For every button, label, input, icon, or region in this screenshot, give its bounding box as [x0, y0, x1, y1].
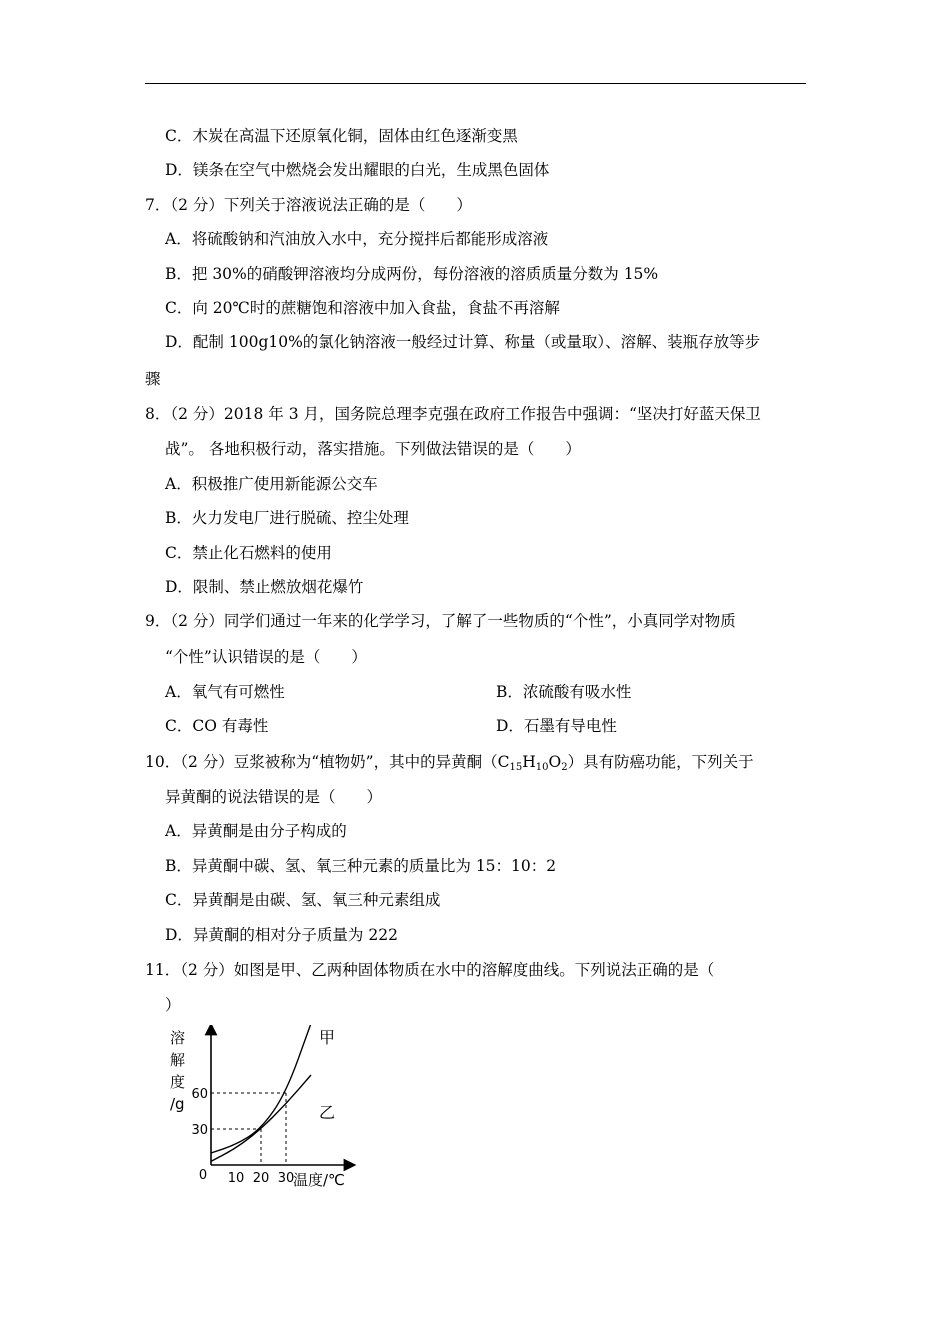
y-axis-label-part: 解 [170, 1051, 186, 1069]
y-tick-label: 30 [191, 1123, 208, 1138]
q7-option-b: B．把 30%的硝酸钾溶液均分成两份，每份溶液的溶质质量分数为 15% [165, 265, 659, 283]
y-axis-label-part: /g [170, 1095, 185, 1113]
q11-stem: 11．（2 分）如图是甲、乙两种固体物质在水中的溶解度曲线。下列说法正确的是（ [145, 961, 715, 979]
header-rule [145, 83, 806, 84]
x-tick-label: 30 [277, 1171, 295, 1186]
x-axis-label: 温度/℃ [293, 1171, 345, 1189]
solubility-chart [160, 1025, 375, 1195]
q8-option-b: B．火力发电厂进行脱硫、控尘处理 [165, 509, 409, 527]
q9-option-c: C．CO 有毒性 [165, 717, 269, 735]
q10-option-d: D．异黄酮的相对分子质量为 222 [165, 926, 398, 944]
q7-option-d: D．配制 100g10%的氯化钠溶液一般经过计算、称量（或量取）、溶解、装瓶存放等步 [165, 333, 761, 351]
q10-stem-cont: 异黄酮的说法错误的是（ ） [165, 788, 383, 806]
y-axis-label-part: 溶 [170, 1029, 186, 1047]
q8-option-d: D．限制、禁止燃放烟花爆竹 [165, 578, 364, 596]
q9-stem: 9．（2 分）同学们通过一年来的化学学习，了解了一些物质的“个性”，小真同学对物质 [145, 612, 736, 630]
x-tick-label: 20 [252, 1171, 270, 1186]
q8-option-a: A．积极推广使用新能源公交车 [165, 475, 378, 493]
y-axis-label-part: 度 [170, 1073, 186, 1091]
q6-option-d: D．镁条在空气中燃烧会发出耀眼的白光，生成黑色固体 [165, 161, 550, 179]
series-label-1: 乙 [319, 1103, 336, 1122]
series-label-0: 甲 [319, 1028, 336, 1047]
q9-option-b: B．浓硫酸有吸水性 [496, 683, 632, 701]
q7-option-d-wrap: 骤 [145, 370, 161, 388]
series-line-0 [211, 1025, 311, 1153]
q11-stem-cont: ） [165, 996, 181, 1014]
guide-lines [211, 1093, 286, 1165]
q7-stem: 7．（2 分）下列关于溶液说法正确的是（ ） [145, 196, 472, 214]
y-tick-label: 60 [191, 1087, 208, 1102]
q8-stem: 8．（2 分）2018 年 3 月，国务院总理李克强在政府工作报告中强调：“坚决打好蓝天保卫 [145, 405, 761, 423]
q10-option-a: A．异黄酮是由分子构成的 [165, 822, 347, 840]
q8-stem-cont: 战”。 各地积极行动，落实措施。下列做法错误的是（ ） [165, 440, 581, 458]
origin-label: 0 [198, 1168, 208, 1183]
q10-option-b: B．异黄酮中碳、氢、氧三种元素的质量比为 15：10：2 [165, 857, 557, 875]
q7-option-c: C．向 20℃时的蔗糖饱和溶液中加入食盐，食盐不再溶解 [165, 299, 560, 317]
q6-option-c: C．木炭在高温下还原氧化铜，固体由红色逐渐变黑 [165, 127, 518, 145]
q9-stem-cont: “个性”认识错误的是（ ） [165, 648, 367, 666]
q7-option-a: A．将硫酸钠和汽油放入水中，充分搅拌后都能形成溶液 [165, 230, 549, 248]
q9-option-a: A．氧气有可燃性 [165, 683, 285, 701]
q8-option-c: C．禁止化石燃料的使用 [165, 544, 332, 562]
x-tick-label: 10 [227, 1171, 245, 1186]
q10-option-c: C．异黄酮是由碳、氢、氧三种元素组成 [165, 891, 441, 909]
q9-option-d: D．石墨有导电性 [496, 717, 617, 735]
q10-stem: 10．（2 分）豆浆被称为“植物奶”，其中的异黄酮$(C_{15}H_{10}O_2)$具有防癌功能，下列关于 [145, 753, 754, 773]
